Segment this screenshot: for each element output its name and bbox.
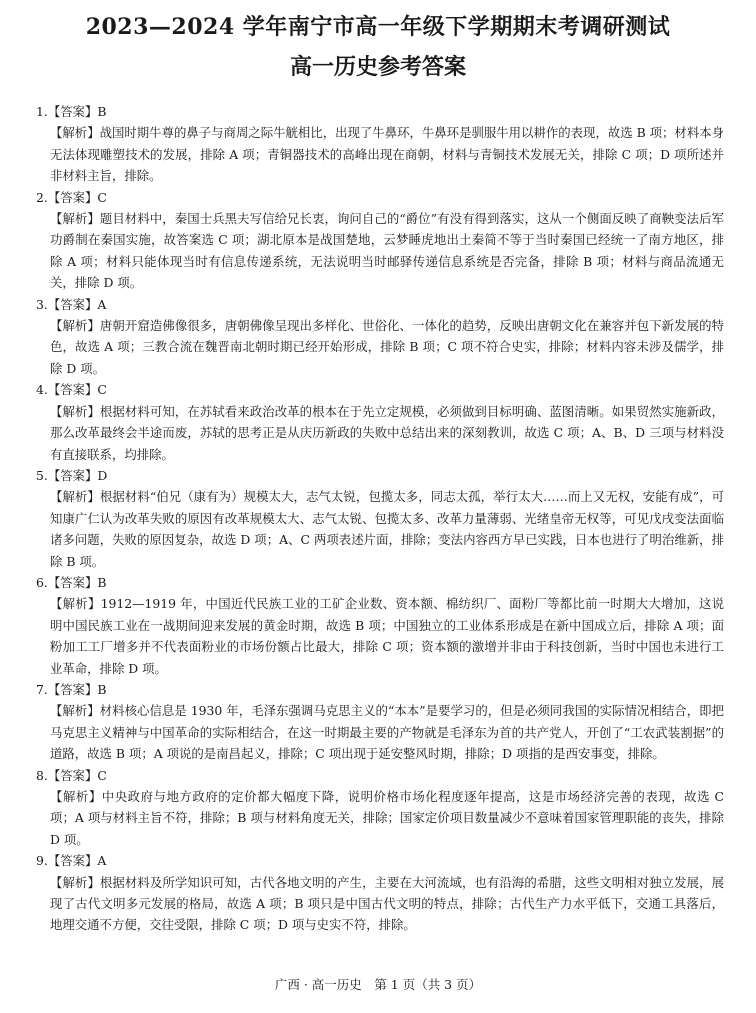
analysis-text: 【解析】题目材料中，秦国士兵黑夫写信给兄长衷，询问自己的“爵位”有没有得到落实，这从一个侧面反映了商鞅变法后军功爵制在秦国实施，故答案选 C 项；湖北原本是战国楚地，云梦睡虎地出土秦简不等于当时秦国已经统一了南方地区，排除 A 项；材料只能体现当时有信息传递系统，无法说明当时邮驿传递信息系统是否完备，排除 B 项；材料与商品流通无关，排除 D 项。	[50, 211, 724, 291]
question-item-4	[34, 379, 724, 465]
question-item-2	[34, 187, 724, 294]
answer-label: 【答案】A	[47, 296, 107, 312]
document-title: 2023—2024 学年南宁市高一年级下学期期末考调研测试	[85, 14, 671, 40]
answer-label: 【答案】A	[47, 853, 107, 869]
analysis-text: 【解析】战国时期牛尊的鼻子与商周之际牛觥相比，出现了牛鼻环，牛鼻环是驯服牛用以耕作的表现，故选 B 项；材料本身无法体现雕塑技术的发展，排除 A 项；青铜器技术的高峰出现在商朝，材料与青铜技术发展无关，排除 C 项；D 项所述并非材料主旨，排除。	[50, 125, 724, 184]
question-number: 2.	[36, 189, 48, 205]
analysis-text: 【解析】材料核心信息是 1930 年，毛泽东强调马克思主义的“本本”是要学习的，但是必须同我国的实际情况相结合，即把马克思主义精神与中国革命的实际相结合，在这一时期最主要的产物就是毛泽东为首的共产党人，开创了“工农武装割据”的道路，故选 B 项；A 项说的是南昌起义，排除；C 项出现于延安整风时期，排除；D 项指的是西安事变，排除。	[50, 703, 724, 762]
question-number: 4.	[36, 382, 48, 398]
analysis-text: 【解析】根据材料及所学知识可知，古代各地文明的产生，主要在大河流域，也有沿海的希腊，这些文明相对独立发展，展现了古代文明多元发展的格局，故选 A 项；B 项只是中国古代文明的特点，排除；古代生产力水平低下，交通工具落后，地理交通不方便，交往受限，排除 C 项；D 项与史实不符，排除。	[50, 874, 724, 933]
analysis-text: 【解析】根据材料“伯兄（康有为）规模太大，志气太锐，包揽太多，同志太孤，举行太大……而上又无权，安能有成”，可知康广仁认为改革失败的原因有改革规模太大、志气太锐、包揽太多、改革力量薄弱、光绪皇帝无权等，可见戊戌变法面临诸多问题，失败的原因复杂，故选 D 项；A、C 两项表述片面，排除；变法内容西方早已实践，日本也进行了明治维新，排除 B 项。	[50, 489, 724, 569]
question-item-5	[34, 465, 724, 572]
question-number: 9.	[36, 853, 48, 869]
document-subtitle: 高一历史参考答案	[289, 55, 466, 80]
question-item-3	[34, 294, 724, 380]
question-number: 5.	[36, 467, 48, 483]
page-footer: 广西 · 高一历史 第 1 页（共 3 页）	[274, 977, 482, 992]
answer-label: 【答案】B	[47, 574, 107, 590]
analysis-text: 【解析】根据材料可知，在苏轼看来政治改革的根本在于先立定规模，必须做到目标明确、蓝图清晰。如果贸然实施新政，那么改革最终会半途而废，苏轼的思考正是从庆历新政的失败中总结出来的深刻教训，故选 C 项；A、B、D 三项与材料没有直接联系，均排除。	[50, 403, 724, 462]
question-number: 1.	[36, 104, 48, 119]
question-number: 7.	[36, 681, 48, 697]
answer-list	[34, 101, 724, 936]
answer-label: 【答案】C	[47, 767, 107, 783]
answer-label: 【答案】B	[47, 681, 107, 697]
question-number: 8.	[36, 767, 48, 783]
question-item-6	[34, 572, 724, 679]
question-item-1	[34, 101, 724, 187]
answer-label: 【答案】D	[47, 467, 108, 483]
analysis-text: 【解析】中央政府与地方政府的定价都大幅度下降，说明价格市场化程度逐年提高，这是市场经济完善的表现，故选 C 项；A 项与材料主旨不符，排除；B 项与材料角度无关，排除；国家定价项目数量减少不意味着国家管理职能的丧失，排除 D 项。	[50, 789, 724, 847]
question-number: 6.	[36, 574, 48, 590]
question-item-8	[34, 765, 724, 851]
question-item-7	[34, 679, 724, 765]
analysis-text: 【解析】1912—1919 年，中国近代民族工业的工矿企业数、资本额、棉纺织厂、面粉厂等都比前一时期大大增加，这说明中国民族工业在一战期间迎来发展的黄金时期，故选 B 项；中国独立的工业体系形成是在新中国成立后，排除 A 项；面粉加工工厂增多并不代表面粉业的市场份额占比最大，排除 C 项；资本额的激增并非由于科技创新，当时中国也未进行工业革命，排除 D 项。	[50, 596, 724, 676]
question-item-9	[34, 850, 724, 936]
answer-label: 【答案】B	[47, 104, 107, 119]
question-number: 3.	[36, 296, 48, 312]
answer-label: 【答案】C	[47, 189, 107, 205]
answer-label: 【答案】C	[47, 382, 107, 398]
analysis-text: 【解析】唐朝开窟造佛像很多，唐朝佛像呈现出多样化、世俗化、一体化的趋势，反映出唐朝文化在兼容并包下新发展的特色，故选 A 项；三教合流在魏晋南北朝时期已经开始形成，排除 B 项；C 项不符合史实，排除；材料内容未涉及儒学，排除 D 项。	[50, 318, 724, 376]
